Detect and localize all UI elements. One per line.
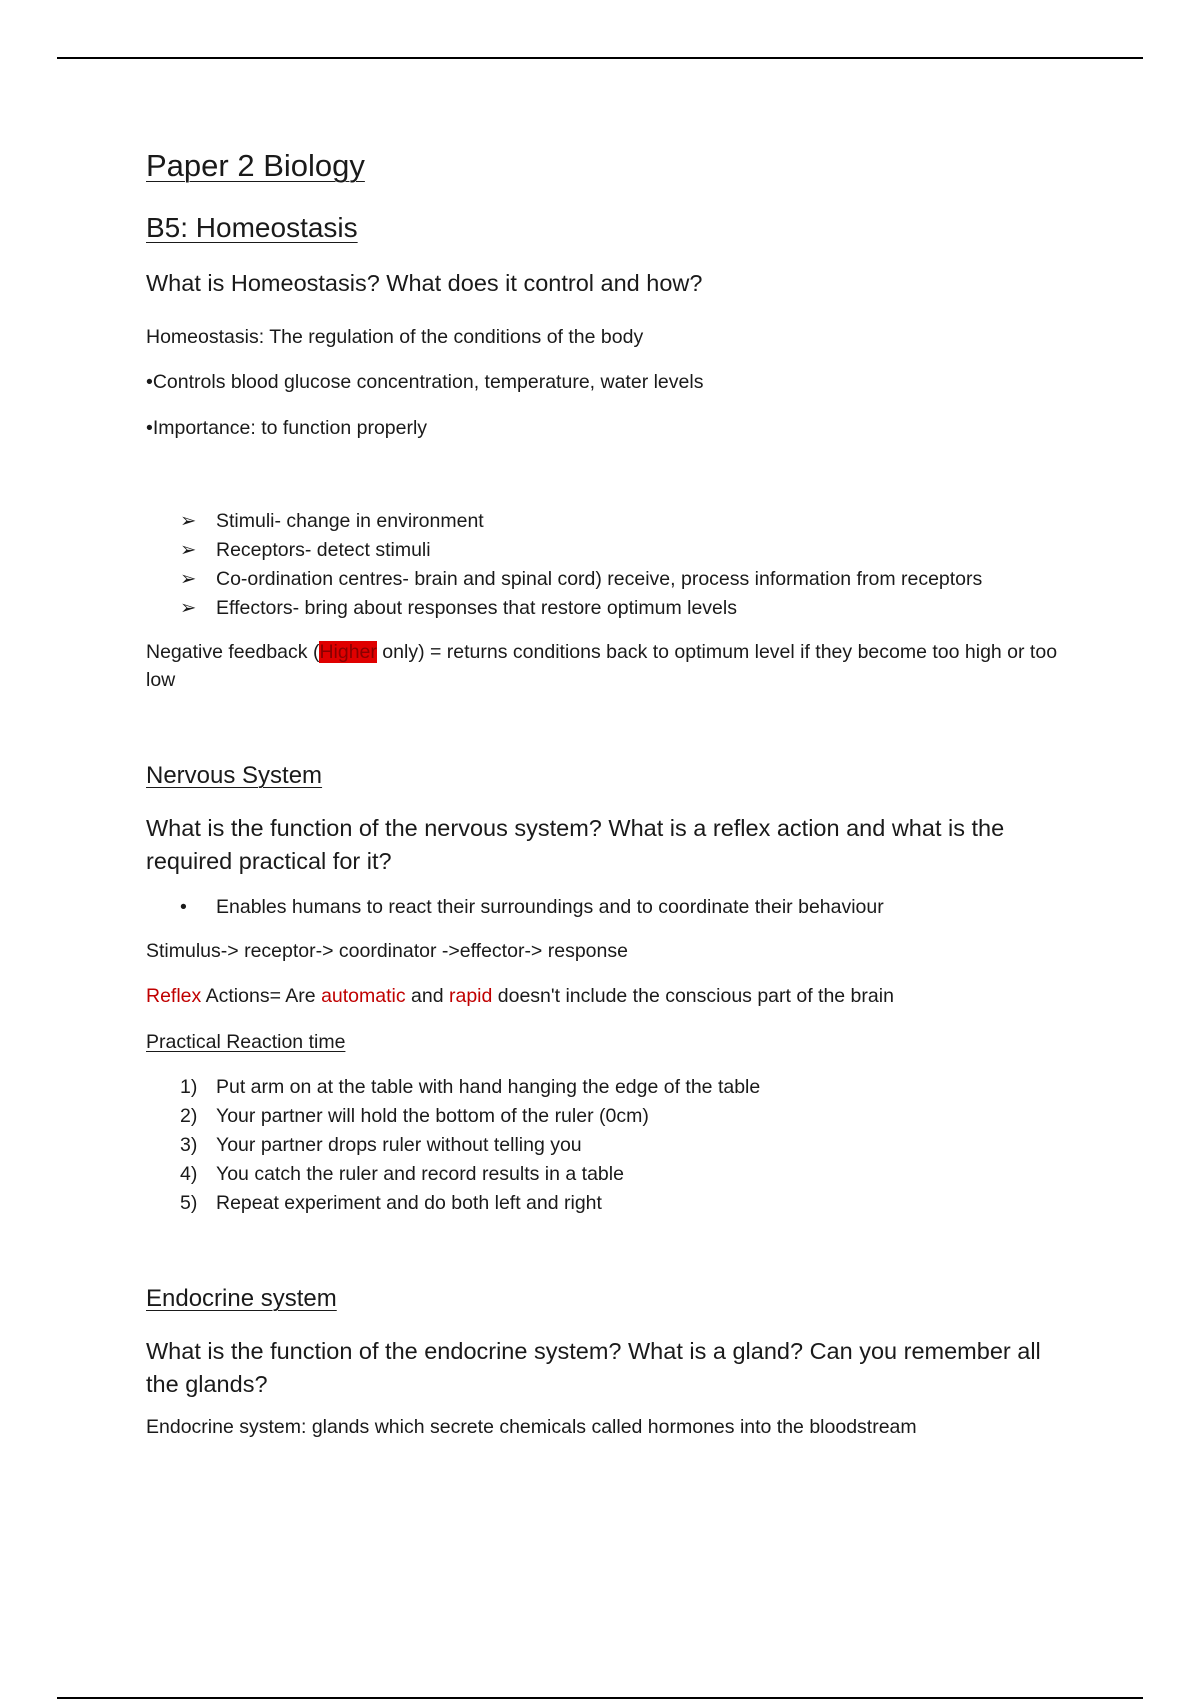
list-item: 5) Repeat experiment and do both left and right [180,1192,602,1214]
nervous-function-list [180,893,884,922]
list-item: 3) Your partner drops ruler without telling you [180,1134,582,1156]
list-item: 2) Your partner will hold the bottom of the ruler (0cm) [180,1105,649,1127]
endocrine-question: What is the function of the endocrine system? What is a gland? Can you remember all the glands? [146,1338,1041,1397]
homeostasis-definition: Homeostasis: The regulation of the conditions of the body [146,326,644,348]
endocrine-heading: Endocrine system [146,1285,337,1312]
arrow-bullet-icon: ➢ [180,568,197,590]
list-item: 1) Put arm on at the table with hand hanging the edge of the table [180,1076,761,1098]
dot-bullet-icon: • [180,896,187,918]
importance-bullet: •Importance: to function properly [146,417,428,439]
practical-steps-list [180,1073,760,1218]
response-components-list [180,507,982,623]
list-item: ➢ Stimuli- change in environment [180,507,982,536]
endocrine-definition: Endocrine system: glands which secrete chemicals called hormones into the bloodstream [146,1416,917,1438]
nervous-system-question: What is the function of the nervous system? What is a reflex action and what is the required practical for it? [146,815,1005,874]
arrow-bullet-icon: ➢ [180,510,197,532]
homeostasis-heading: B5: Homeostasis [146,212,358,243]
reflex-pathway: Stimulus-> receptor-> coordinator ->effector-> response [146,940,628,962]
list-item: 4) You catch the ruler and record results in a table [180,1163,624,1185]
higher-tier-highlight: Higher [319,641,377,663]
controls-bullet: •Controls blood glucose concentration, temperature, water levels [146,371,704,393]
list-item: ➢ Co-ordination centres- brain and spinal cord) receive, process information from receptors [180,565,982,594]
homeostasis-question: What is Homeostasis? What does it control and how? [146,270,703,296]
nervous-system-heading: Nervous System [146,762,323,789]
negative-feedback-paragraph: Negative feedback (Higher only) = returns conditions back to optimum level if they become too high or too low [146,641,1058,691]
list-item: • Enables humans to react their surroundings and to coordinate their behaviour [180,893,884,922]
list-item: ➢ Receptors- detect stimuli [180,536,982,565]
arrow-bullet-icon: ➢ [180,597,197,619]
footer-rule [57,1697,1143,1699]
arrow-bullet-icon: ➢ [180,539,197,561]
reflex-actions-line: Reflex Actions= Are automatic and rapid doesn't include the conscious part of the brain [146,985,894,1007]
practical-title: Practical Reaction time [146,1031,346,1053]
list-item: ➢ Effectors- bring about responses that restore optimum levels [180,594,982,623]
document-title: Paper 2 Biology [146,148,365,183]
header-rule [57,57,1143,59]
